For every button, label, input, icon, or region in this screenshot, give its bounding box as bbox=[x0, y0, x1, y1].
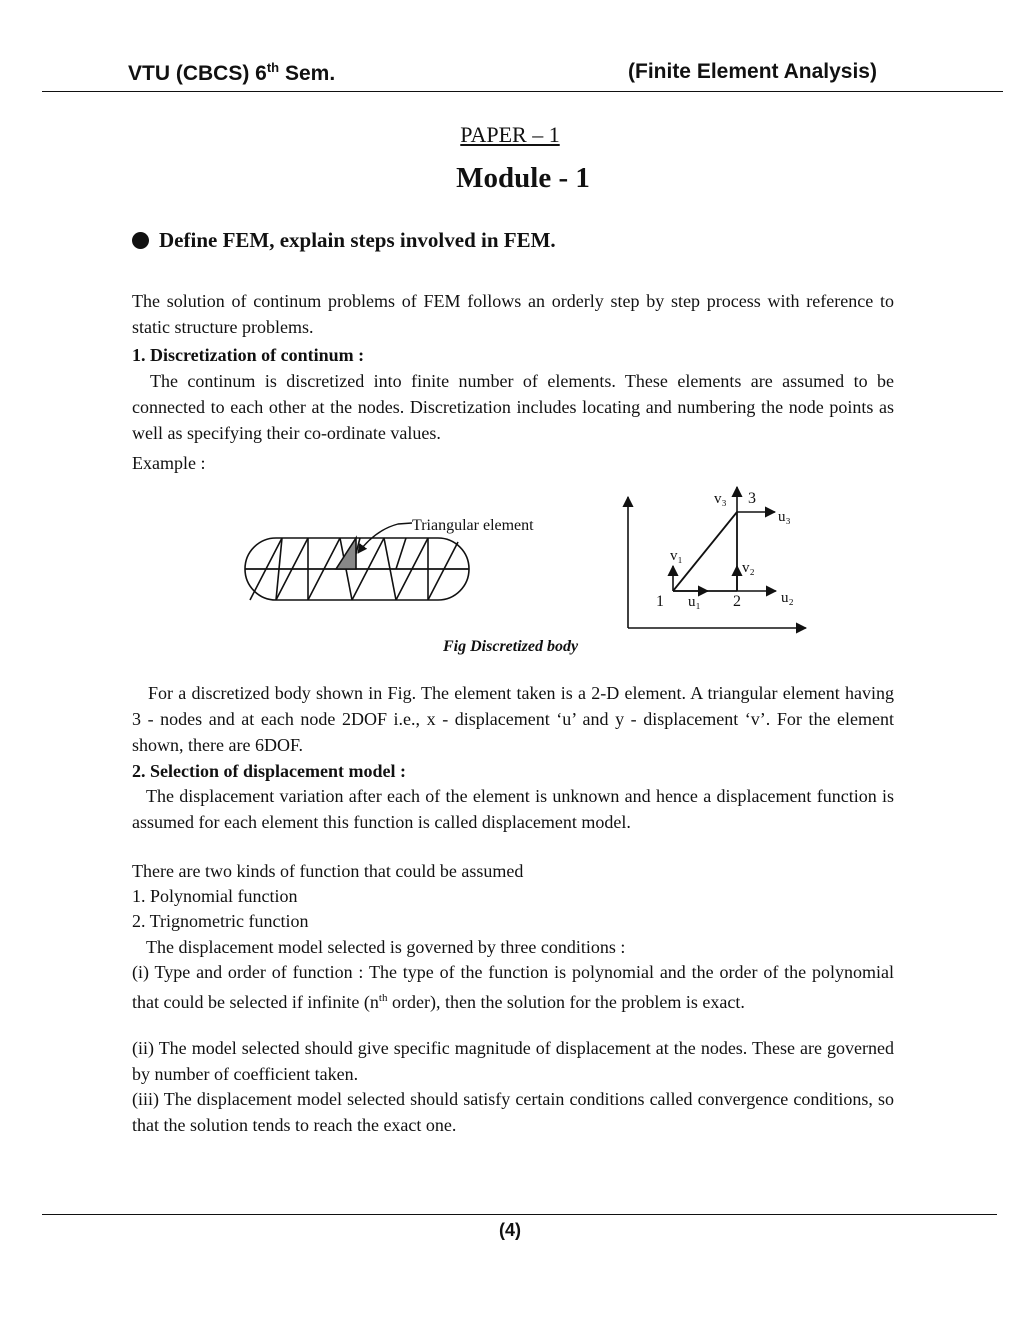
triangular-element-label: Triangular element bbox=[412, 517, 534, 534]
node-label-1: 1 bbox=[656, 593, 664, 610]
condition-2: (ii) The model selected should give specific magnitude of displacement at the nodes. These are governed by number of coefficient taken. bbox=[132, 1038, 894, 1084]
header-subject: (Finite Element Analysis) bbox=[628, 60, 877, 83]
header-course: VTU (CBCS) 6th Sem. bbox=[128, 60, 336, 85]
footer-rule bbox=[42, 1214, 997, 1215]
step2-heading: 2. Selection of displacement model : bbox=[132, 761, 406, 781]
dof-label-v2: v₂ bbox=[742, 560, 755, 576]
discretized-paragraph: For a discretized body shown in Fig. The element taken is a 2-D element. A triangular element having 3 - nodes and at each node 2DOF i.e., x - displacement ‘u’ and y - displacement ‘v’. For the element shown, there are 6DOF. bbox=[132, 683, 894, 755]
example-label: Example : bbox=[132, 453, 206, 473]
step1-heading: 1. Discretization of continum : bbox=[132, 345, 365, 365]
dof-label-u3: u₃ bbox=[778, 509, 791, 525]
question-heading: Define FEM, explain steps involved in FEM. bbox=[132, 228, 556, 253]
conditions-intro: The displacement model selected is governed by three conditions : bbox=[146, 937, 626, 957]
condition-1: (i) Type and order of function : The type of the function is polynomial and the order of the polynomial that could be selected if infinite ($n^{th}$ order), then the solution for the problem is exact. bbox=[132, 962, 894, 1012]
paper-title: PAPER – 1 bbox=[460, 122, 560, 147]
kind-item-polynomial: 1. Polynomial function bbox=[132, 886, 298, 906]
kind-item-trignometric: 2. Trignometric function bbox=[132, 911, 309, 931]
figure-caption: Fig Discretized body bbox=[443, 638, 579, 655]
dof-label-v3: v₃ bbox=[714, 491, 727, 507]
discretized-body bbox=[245, 538, 469, 600]
page-number: (4) bbox=[499, 1220, 521, 1240]
module-title: Module - 1 bbox=[456, 162, 590, 194]
dof-label-u2: u₂ bbox=[781, 590, 794, 606]
step2-body: The displacement variation after each of the element is unknown and hence a displacement function is assumed for each element this function is called displacement model. bbox=[132, 786, 894, 832]
intro-paragraph: The solution of continum problems of FEM follows an orderly step by step process with reference to static structure problems. bbox=[132, 291, 894, 337]
condition-3: (iii) The displacement model selected should satisfy certain conditions called convergence conditions, so that the solution tends to reach the exact one. bbox=[132, 1089, 894, 1135]
kinds-intro: There are two kinds of function that could be assumed bbox=[132, 861, 524, 881]
step1-body: The continum is discretized into finite number of elements. These elements are assumed to be connected to each other at the nodes. Discretization includes locating and numbering the node points as well as specifying their co-ordinate values. bbox=[132, 371, 894, 443]
dof-label-u1: u₁ bbox=[688, 594, 701, 610]
node-label-2: 2 bbox=[733, 593, 741, 610]
dof-label-v1: v₁ bbox=[670, 548, 683, 564]
node-label-3: 3 bbox=[748, 490, 756, 507]
